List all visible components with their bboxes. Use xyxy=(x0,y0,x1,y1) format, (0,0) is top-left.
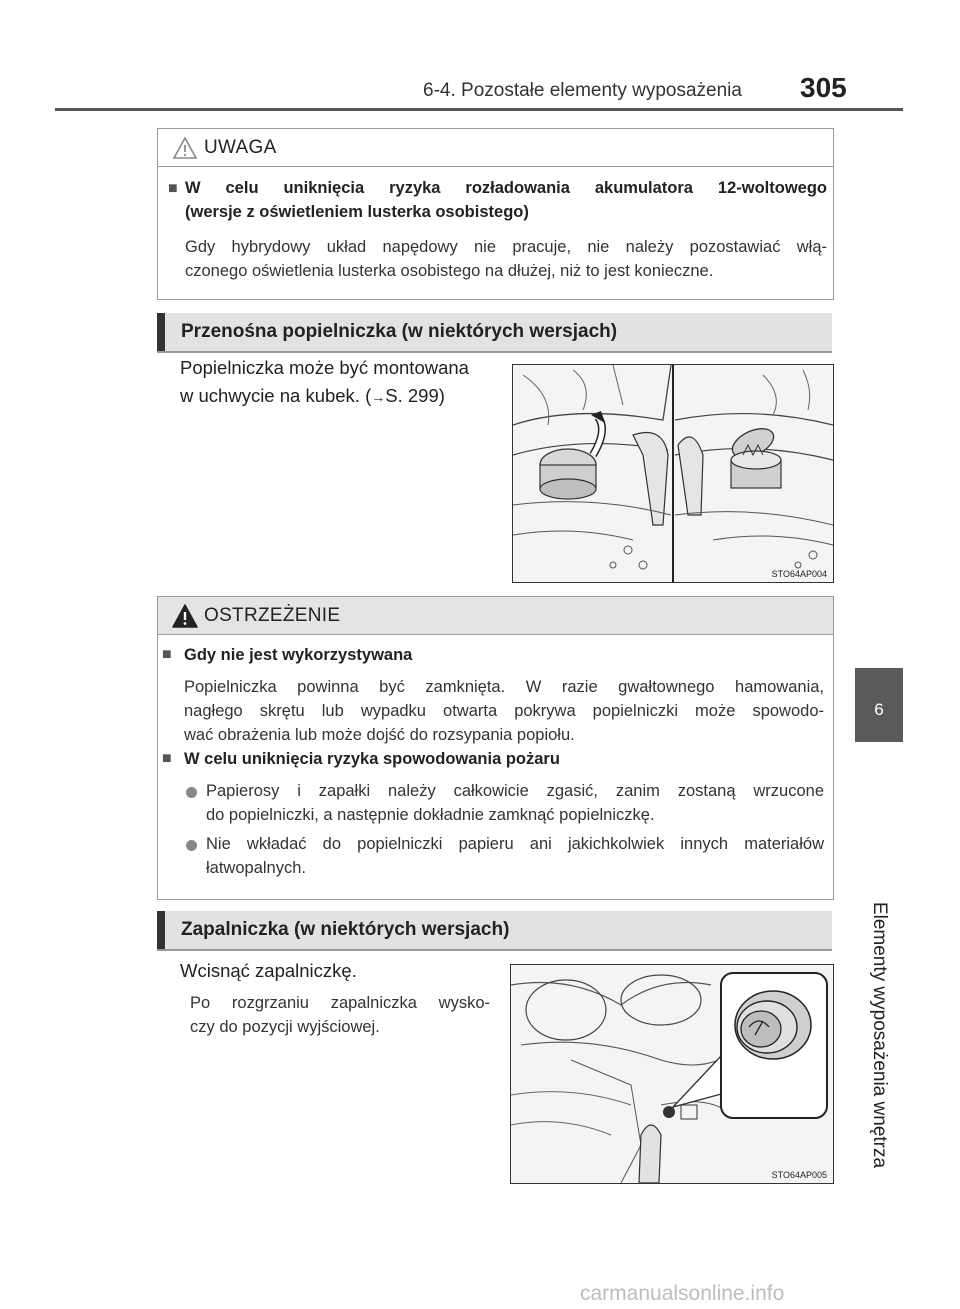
section-title: Zapalniczka (w niektórych wersjach) xyxy=(181,919,510,940)
ashtray-description: Popielniczka może być montowana w uchwycie na kubek. (→S. 299) xyxy=(180,357,469,406)
section-heading-lighter xyxy=(157,911,832,949)
notice-box-header xyxy=(158,129,833,167)
ashtray-drawing xyxy=(513,365,833,582)
section-rule xyxy=(157,949,832,951)
image-code: STO64AP005 xyxy=(771,1170,827,1180)
lighter-instruction: Wcisnąć zapalniczkę. xyxy=(180,960,357,981)
square-bullet-icon: ■ xyxy=(162,646,172,663)
warning-box xyxy=(157,596,834,900)
notice-box xyxy=(157,128,834,300)
section-title: Przenośna popielniczka (w niektórych wersjach) xyxy=(181,321,618,342)
warning-item1-text: Popielniczka powinna być zamknięta. W razie gwałtownego hamowania, nagłego skrętu lub wypadku otwarta pokrywa popielniczki może spowodo- wać obrażenia lub może dojść do rozsypania popiołu. xyxy=(184,678,824,744)
chapter-tab xyxy=(855,668,903,742)
warning-triangle-icon xyxy=(172,604,198,628)
warning-item1-heading: Gdy nie jest wykorzystywana xyxy=(184,646,413,664)
round-bullet-icon xyxy=(186,840,197,851)
image-code: STO64AP004 xyxy=(771,569,827,579)
lighter-drawing xyxy=(511,965,833,1183)
warning-sub1-text: Papierosy i zapałki należy całkowicie zgasić, zanim zostaną wrzucone do popielniczki, a następnie dokładnie zamknąć popielniczkę. xyxy=(206,782,824,824)
round-bullet-icon xyxy=(186,787,197,798)
notice-title: UWAGA xyxy=(204,137,277,158)
watermark: carmanualsonline.info xyxy=(580,1282,785,1305)
section-heading-ashtray xyxy=(157,313,832,351)
chapter-number: 6 xyxy=(874,700,884,719)
running-header-title: 6-4. Pozostałe elementy wyposażenia xyxy=(423,80,742,101)
square-bullet-icon: ■ xyxy=(162,750,172,767)
ashtray-illustration xyxy=(512,364,834,583)
lighter-illustration xyxy=(510,964,834,1184)
warning-title: OSTRZEŻENIE xyxy=(204,605,341,626)
reference-arrow-icon: → xyxy=(371,389,386,405)
warning-item2-heading: W celu uniknięcia ryzyka spowodowania pożaru xyxy=(184,750,560,768)
page-number: 305 xyxy=(800,72,847,103)
section-rule xyxy=(157,351,832,353)
caution-outline-icon xyxy=(172,136,198,160)
warning-box-header xyxy=(158,597,833,635)
warning-sub2-text: Nie wkładać do popielniczki papieru ani jakichkolwiek innych materiałów łatwopalnych. xyxy=(206,835,824,877)
notice-text: Gdy hybrydowy układ napędowy nie pracuje, nie należy pozostawiać włą- czonego oświetlenia lusterka osobistego na dłużej, niż to jest konieczne. xyxy=(185,238,827,280)
header-rule xyxy=(55,108,903,111)
chapter-label: Elementy wyposażenia wnętrza xyxy=(869,901,890,1169)
notice-heading: W celu uniknięcia ryzyka rozładowania akumulatora 12-woltowego (wersje z oświetleniem lusterka osobistego) xyxy=(185,179,827,221)
square-bullet-icon: ■ xyxy=(168,180,178,197)
lighter-note: Po rozgrzaniu zapalniczka wysko- czy do pozycji wyjściowej. xyxy=(190,994,490,1036)
